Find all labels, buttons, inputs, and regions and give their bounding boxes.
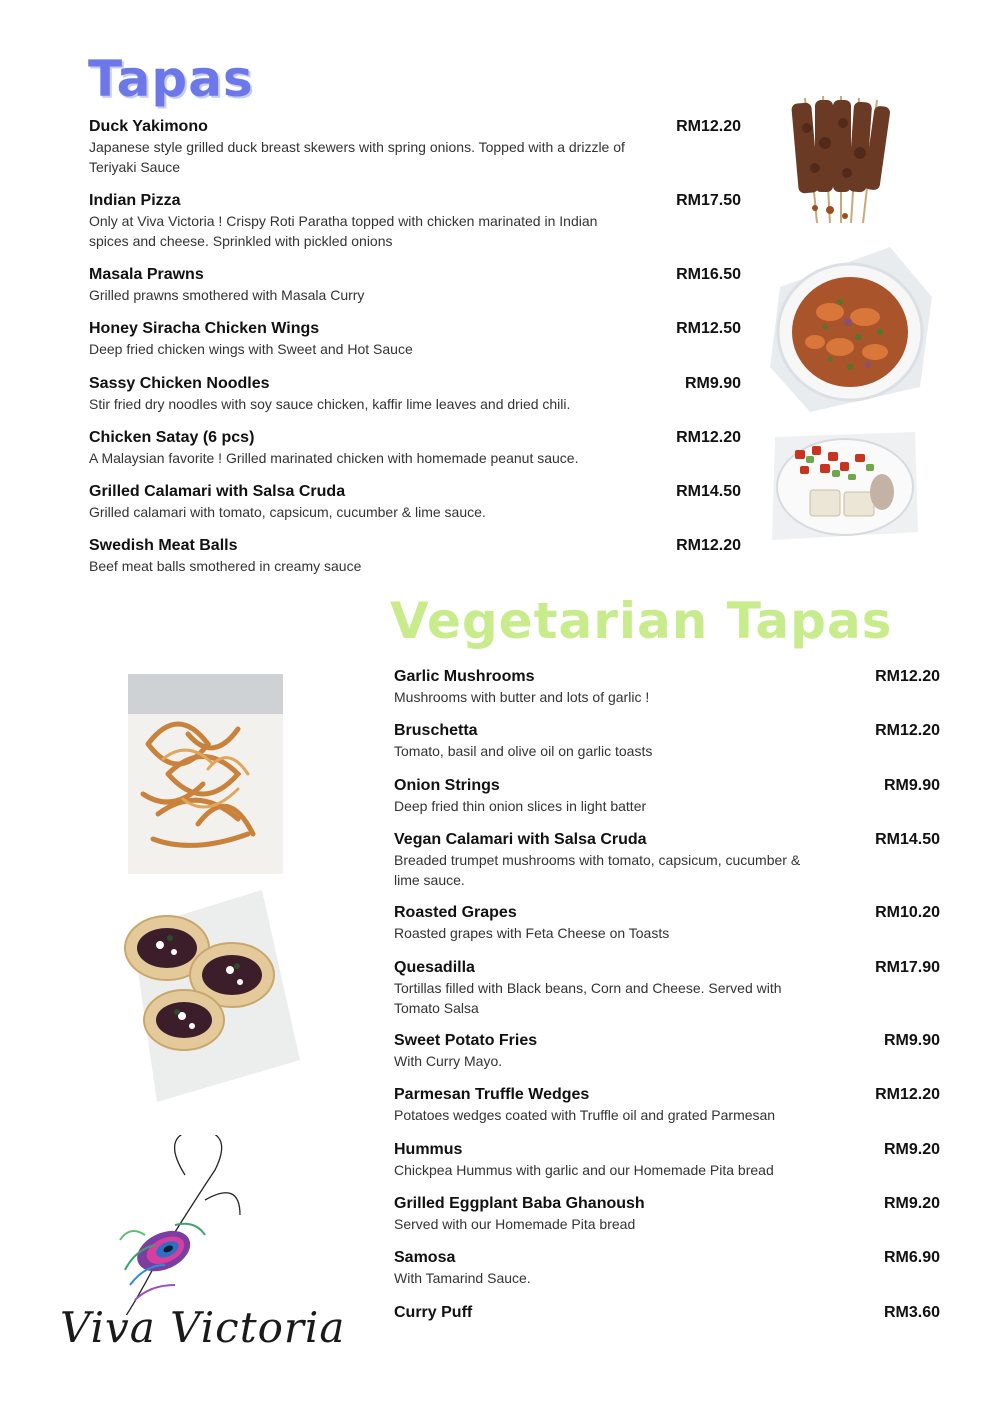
menu-item (394, 1193, 940, 1247)
item-price: RM9.90 (684, 374, 741, 392)
menu-item (89, 116, 741, 190)
item-price: RM17.90 (875, 958, 940, 976)
item-description: Served with our Homemade Pita bread (394, 1216, 636, 1233)
item-description: Only at Viva Victoria ! Crispy Roti Paratha topped with chicken marinated in Indian spices and cheese. Sprinkled with pickled onions (89, 213, 598, 249)
item-name: Garlic Mushrooms (394, 668, 535, 685)
item-price: RM12.20 (676, 118, 741, 135)
menu-item (89, 535, 741, 589)
item-name: Chicken Satay (6 pcs) (89, 428, 255, 446)
item-description: Beef meat balls smothered in creamy sauce (89, 558, 362, 575)
item-description: With Tamarind Sauce. (394, 1270, 531, 1287)
item-description: Roasted grapes with Feta Cheese on Toasts (394, 925, 670, 942)
item-description: With Curry Mayo. (394, 1053, 503, 1070)
item-price: RM17.50 (676, 192, 741, 209)
item-price: RM16.50 (676, 266, 741, 283)
item-description: Stir fried dry noodles with soy sauce chicken, kaffir lime leaves and dried chili. (89, 395, 571, 412)
tapas-heading: Tapas (88, 50, 254, 108)
item-price: RM12.20 (875, 668, 940, 685)
item-price: RM12.50 (676, 320, 741, 338)
menu-item (394, 1247, 940, 1301)
item-description: Breaded trumpet mushrooms with tomato, capsicum, cucumber & lime sauce. (394, 851, 801, 888)
vegetarian-menu-list (394, 666, 940, 1356)
item-name: Hummus (394, 1140, 463, 1158)
menu-item (394, 1030, 940, 1084)
viva-victoria-logo (55, 1135, 385, 1365)
item-name: Masala Prawns (89, 266, 204, 283)
item-price: RM9.20 (883, 1140, 940, 1158)
item-price: RM12.20 (875, 1086, 940, 1104)
item-description: Grilled prawns smothered with Masala Curry (89, 287, 365, 303)
item-price: RM12.20 (676, 537, 741, 555)
item-name: Roasted Grapes (394, 904, 517, 922)
item-description: Chickpea Hummus with garlic and our Homemade Pita bread (394, 1161, 774, 1178)
menu-item (394, 1302, 940, 1356)
menu-item (89, 481, 741, 535)
item-name: Grilled Eggplant Baba Ghanoush (394, 1195, 645, 1213)
menu-item (394, 720, 940, 774)
item-description: Japanese style grilled duck breast skewers with spring onions. Topped with a drizzle of Teriyaki Sauce (89, 139, 625, 175)
menu-item (394, 957, 940, 1031)
item-description: Tortillas filled with Black beans, Corn and Cheese. Served with Tomato Salsa (394, 979, 782, 1016)
menu-item (394, 775, 940, 829)
menu-item (89, 318, 741, 372)
item-name: Sassy Chicken Noodles (89, 374, 270, 392)
menu-item (394, 1139, 940, 1193)
item-name: Swedish Meat Balls (89, 537, 238, 555)
menu-item (89, 373, 741, 427)
item-name: Curry Puff (394, 1303, 473, 1321)
item-price: RM3.60 (883, 1303, 940, 1321)
menu-item (394, 666, 940, 720)
item-description: Grilled calamari with tomato, capsicum, cucumber & lime sauce. (89, 504, 486, 521)
item-price: RM9.90 (883, 1032, 940, 1050)
item-description: Deep fried thin onion slices in light batter (394, 797, 647, 814)
item-price: RM6.90 (883, 1249, 940, 1267)
item-name: Parmesan Truffle Wedges (394, 1086, 590, 1104)
item-price: RM9.90 (883, 776, 940, 794)
item-price: RM10.20 (875, 904, 940, 922)
item-name: Vegan Calamari with Salsa Cruda (394, 830, 647, 848)
item-name: Duck Yakimono (89, 118, 208, 135)
tapas-menu-list (89, 116, 741, 590)
item-description: Tomato, basil and olive oil on garlic toasts (394, 743, 653, 760)
item-name: Indian Pizza (89, 192, 181, 209)
item-name: Samosa (394, 1249, 456, 1267)
item-name: Onion Strings (394, 776, 500, 794)
item-name: Bruschetta (394, 722, 478, 740)
item-price: RM14.50 (875, 830, 940, 848)
item-name: Honey Siracha Chicken Wings (89, 320, 320, 338)
item-price: RM14.50 (676, 483, 741, 501)
vegetarian-tapas-heading: Vegetarian Tapas (390, 592, 893, 650)
menu-item (394, 1084, 940, 1138)
item-name: Sweet Potato Fries (394, 1032, 538, 1050)
menu-item (89, 190, 741, 264)
item-description: A Malaysian favorite ! Grilled marinated chicken with homemade peanut sauce. (89, 449, 579, 466)
menu-item (89, 264, 741, 318)
calamari-salsa-photo (770, 432, 918, 540)
menu-item (89, 427, 741, 481)
item-price: RM9.20 (883, 1195, 940, 1213)
item-price: RM12.20 (875, 722, 940, 740)
logo-text: Viva Victoria (60, 1303, 346, 1352)
item-name: Grilled Calamari with Salsa Cruda (89, 483, 346, 501)
item-name: Quesadilla (394, 958, 475, 976)
item-description: Potatoes wedges coated with Truffle oil and grated Parmesan (394, 1107, 776, 1124)
item-price: RM12.20 (676, 428, 741, 446)
peacock-feather-icon (55, 1135, 385, 1315)
masala-prawns-photo (770, 247, 932, 412)
bruschetta-photo (112, 890, 300, 1102)
item-description: Mushrooms with butter and lots of garlic ! (394, 689, 650, 705)
onion-strings-photo (128, 674, 283, 874)
menu-item (394, 902, 940, 956)
menu-item (394, 829, 940, 903)
item-description: Deep fried chicken wings with Sweet and Hot Sauce (89, 341, 413, 358)
duck-skewers-photo (785, 88, 890, 228)
